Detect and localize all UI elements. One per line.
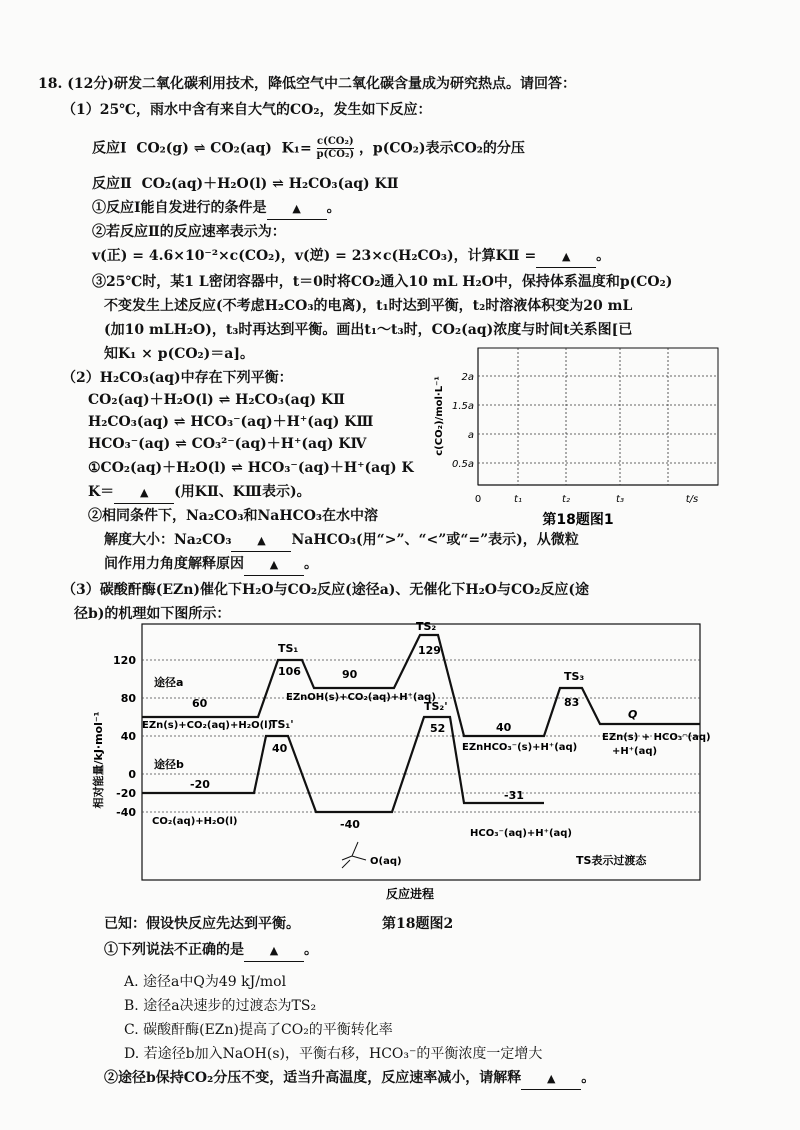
equilibrium-c: HCO₃⁻(aq) ⇌ CO₃²⁻(aq)＋H⁺(aq) KⅣ bbox=[88, 436, 367, 452]
fig1-ytick: 1.5a bbox=[451, 401, 474, 412]
q-label: Q bbox=[628, 708, 638, 721]
fig2-ytick: 120 bbox=[113, 654, 136, 667]
q2-2-line3 bbox=[104, 554, 318, 576]
option-d: D. 若途径b加入NaOH(s)，平衡右移，HCO₃⁻的平衡浓度一定增大 bbox=[124, 1046, 543, 1062]
period: 。 bbox=[596, 248, 611, 264]
solubility-nahco3: NaHCO₃(用“>”、“<”或“=”表示)，从微粒 bbox=[291, 532, 579, 548]
value-83: 83 bbox=[564, 696, 580, 709]
answer-blank[interactable]: ▲ bbox=[244, 555, 304, 576]
part1-intro: （1）25℃，雨水中含有来自大气的CO₂，发生如下反应： bbox=[62, 102, 432, 118]
q1-2: ②若反应Ⅱ的反应速率表示为： bbox=[92, 224, 286, 240]
figure1-graph[interactable] bbox=[428, 340, 728, 535]
reaction2-equation: CO₂(aq)＋H₂O(l) ⇌ H₂CO₃(aq) KⅡ bbox=[141, 176, 399, 192]
path-a-intermediate-1: EZnOH(s)+CO₂(aq)+H⁺(aq) bbox=[286, 692, 436, 703]
period: 。 bbox=[326, 200, 341, 216]
fig1-ylabel: c(CO₂)/mol·L⁻¹ bbox=[434, 376, 445, 456]
value-minus20: -20 bbox=[190, 778, 210, 791]
part3-line1: （3）碳酸酐酶(EZn)催化下H₂O与CO₂反应(途径a)、无催化下H₂O与CO₂反应(途 bbox=[62, 582, 590, 598]
q1-3-line3: (加10 mLH₂O)，t₃时再达到平衡。画出t₁～t₃时，CO₂(aq)浓度与时间t关系图[已 bbox=[104, 322, 633, 338]
path-b-curve bbox=[142, 717, 544, 812]
rate-text: v(正) = 4.6×10⁻²×c(CO₂)，v(逆) = 23×c(H₂CO₃)，计算KⅡ = bbox=[92, 248, 537, 264]
part2-intro: （2）H₂CO₃(aq)中存在下列平衡： bbox=[62, 370, 293, 386]
period: 。 bbox=[304, 942, 318, 958]
path-b-final-state: HCO₃⁻(aq)+H⁺(aq) bbox=[470, 828, 572, 839]
value-60: 60 bbox=[192, 697, 208, 710]
option-a: A. 途径a中Q为49 kJ/mol bbox=[124, 974, 287, 990]
fig2-labels bbox=[142, 620, 711, 867]
fig2-ytick: 0 bbox=[128, 768, 136, 781]
equilibrium-b: H₂CO₃(aq) ⇌ HCO₃⁻(aq)＋H⁺(aq) KⅢ bbox=[88, 414, 374, 430]
graph-frame bbox=[478, 348, 718, 485]
answer-blank[interactable]: ▲ bbox=[114, 483, 174, 504]
period: 。 bbox=[581, 1070, 596, 1086]
path-b-label: 途径b bbox=[154, 758, 184, 771]
fig1-caption: 第18题图1 bbox=[542, 512, 614, 528]
path-b-intermediate: O(aq) bbox=[370, 856, 402, 867]
fig2-ytick: -20 bbox=[116, 787, 136, 800]
fig1-xtick: t₃ bbox=[616, 494, 624, 505]
value-40: 40 bbox=[496, 721, 512, 734]
reaction1-note: ，p(CO₂)表示CO₂的分压 bbox=[358, 140, 525, 157]
k1-fraction bbox=[317, 136, 355, 161]
ts3-label: TS₃ bbox=[564, 670, 585, 683]
q3-1-text: ①下列说法不正确的是 bbox=[104, 942, 244, 958]
q2-1: ①CO₂(aq)＋H₂O(l) ⇌ HCO₃⁻(aq)＋H⁺(aq) K bbox=[88, 460, 414, 476]
answer-blank[interactable]: ▲ bbox=[521, 1069, 581, 1090]
ts1-prime-label: TS₁' bbox=[270, 718, 294, 731]
option-b: B. 途径a决速步的过渡态为TS₂ bbox=[124, 998, 317, 1014]
q2-1-hint: (用KⅡ、KⅢ表示)。 bbox=[174, 484, 311, 500]
fig1-ytick: 0.5a bbox=[451, 459, 474, 470]
fig1-xtick: t₂ bbox=[562, 494, 570, 505]
grid-lines bbox=[478, 348, 718, 485]
ts-note: TS表示过渡态 bbox=[576, 854, 647, 867]
answer-blank[interactable]: ▲ bbox=[536, 247, 596, 268]
value-52: 52 bbox=[430, 722, 446, 735]
fig1-xtick: 0 bbox=[474, 494, 482, 505]
reaction2-label: 反应Ⅱ bbox=[92, 176, 132, 192]
value-40b: 40 bbox=[272, 742, 288, 755]
k-eq-label: K＝ bbox=[88, 484, 115, 500]
q1-3-line1: ③25℃时，某1 L密闭容器中，t＝0时将CO₂通入10 mL H₂O中，保持体系温度和p(CO₂) bbox=[92, 274, 673, 290]
q1-3-line2: 不变发生上述反应(不考虑H₂CO₃的电离)，t₁时达到平衡，t₂时溶液体积变为20 mL bbox=[104, 298, 633, 314]
q2-1-answer bbox=[88, 482, 311, 504]
reaction1-label: 反应Ⅰ bbox=[92, 140, 127, 157]
path-a-label: 途径a bbox=[154, 676, 184, 689]
fig2-caption: 第18题图2 bbox=[382, 916, 454, 932]
fig1-ytick: 2a bbox=[461, 372, 474, 383]
path-a-start-state: EZn(s)+CO₂(aq)+H₂O(l) bbox=[142, 720, 273, 731]
solubility-na2co3: 解度大小：Na₂CO₃ bbox=[104, 532, 232, 548]
fig1-xtick: t/s bbox=[685, 494, 699, 505]
q3-2-text: ②途径b保持CO₂分压不变，适当升高温度，反应速率减小，请解释 bbox=[104, 1070, 522, 1086]
q2-2-line1: ②相同条件下，Na₂CO₃和NaHCO₃在水中溶 bbox=[88, 508, 379, 524]
known-condition: 已知：假设快反应先达到平衡。 bbox=[104, 916, 300, 932]
option-c: C. 碳酸酐酶(EZn)提高了CO₂的平衡转化率 bbox=[124, 1022, 393, 1038]
path-a-final-state-2: +H⁺(aq) bbox=[612, 746, 658, 757]
answer-blank[interactable]: ▲ bbox=[267, 199, 327, 220]
k1-denominator: p(CO₂) bbox=[316, 149, 355, 160]
fig1-ytick: a bbox=[467, 430, 474, 441]
equilibrium-a: CO₂(aq)＋H₂O(l) ⇌ H₂CO₃(aq) KⅡ bbox=[88, 392, 345, 408]
answer-blank[interactable]: ▲ bbox=[231, 531, 291, 552]
reaction2 bbox=[92, 174, 399, 194]
q1-1 bbox=[92, 198, 341, 220]
value-129: 129 bbox=[418, 644, 441, 657]
reaction1 bbox=[92, 136, 525, 161]
q3-1 bbox=[104, 940, 318, 962]
value-minus31: -31 bbox=[504, 789, 524, 802]
path-a-final-state: EZn(s) + HCO₃⁻(aq) bbox=[602, 732, 711, 743]
q3-2 bbox=[104, 1068, 595, 1090]
fig2-ytick: -40 bbox=[116, 806, 136, 819]
part3-line2: 径b)的机理如下图所示： bbox=[74, 606, 231, 622]
value-106: 106 bbox=[278, 665, 301, 678]
ts1-label: TS₁ bbox=[278, 642, 299, 655]
answer-blank[interactable]: ▲ bbox=[244, 941, 304, 962]
fig2-ytick: 80 bbox=[120, 692, 136, 705]
fig2-yticks bbox=[113, 654, 136, 819]
path-b-start-state: CO₂(aq)+H₂O(l) bbox=[152, 816, 238, 827]
fig2-ylabel: 相对能量/kJ·mol⁻¹ bbox=[92, 711, 105, 809]
q2-2-line2 bbox=[104, 530, 579, 552]
period: 。 bbox=[304, 556, 318, 572]
q1-1-text: ①反应Ⅰ能自发进行的条件是 bbox=[92, 200, 267, 216]
rate-expression bbox=[92, 246, 610, 268]
q2-2-reason: 间作用力角度解释原因 bbox=[104, 556, 244, 572]
reaction1-equation: CO₂(g) ⇌ CO₂(aq) bbox=[136, 140, 272, 157]
q1-3-line4: 知K₁ × p(CO₂)＝a]。 bbox=[104, 346, 254, 362]
k1-numerator: c(CO₂) bbox=[317, 136, 354, 147]
ts2-label: TS₂ bbox=[416, 620, 437, 633]
figure2-energy-diagram bbox=[80, 620, 720, 910]
ts2-prime-label: TS₂' bbox=[424, 700, 448, 713]
value-minus40: -40 bbox=[340, 818, 360, 831]
reaction1-k: K₁= bbox=[281, 140, 312, 157]
fig2-ytick: 40 bbox=[120, 730, 136, 743]
value-90: 90 bbox=[342, 668, 358, 681]
fig1-xtick: t₁ bbox=[514, 494, 522, 505]
fig2-xlabel: 反应进程 bbox=[385, 887, 435, 901]
intermediate-structure-icon bbox=[342, 842, 366, 868]
path-a-intermediate-2: EZnHCO₃⁻(s)+H⁺(aq) bbox=[462, 742, 578, 753]
question-header: 18. (12分)研发二氧化碳利用技术，降低空气中二氧化碳含量成为研究热点。请回答： bbox=[38, 76, 576, 92]
